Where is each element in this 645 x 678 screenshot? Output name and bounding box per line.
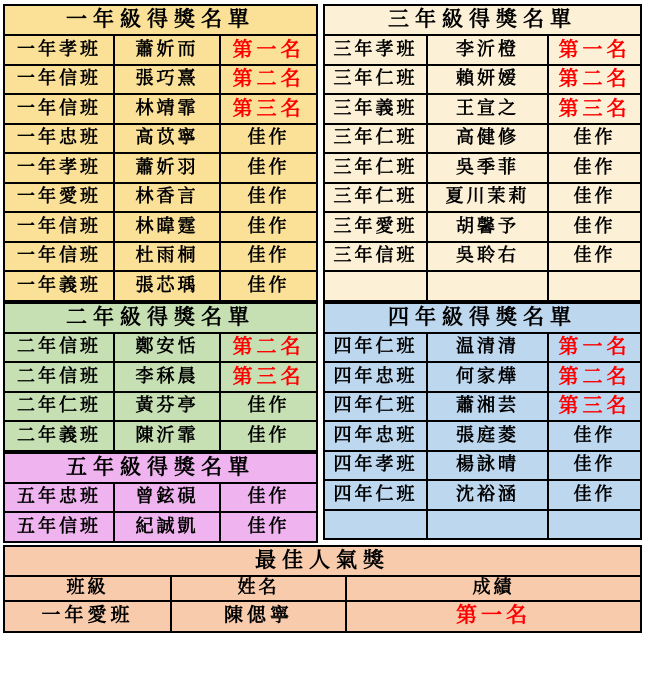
name-cell: 張芯瑀 bbox=[114, 271, 220, 301]
section-title-row bbox=[4, 5, 317, 35]
award-cell: 第三名 bbox=[220, 362, 317, 392]
header-row bbox=[4, 576, 641, 601]
award-cell: 第三名 bbox=[220, 94, 317, 124]
name-cell: 張庭菱 bbox=[427, 421, 548, 451]
name-cell: 陳沂霏 bbox=[114, 421, 220, 451]
table-row bbox=[324, 451, 641, 481]
name-cell: 張巧熹 bbox=[114, 65, 220, 95]
class-cell: 一年義班 bbox=[4, 271, 114, 301]
table-row bbox=[4, 271, 317, 301]
table-row bbox=[324, 35, 641, 65]
class-cell: 三年信班 bbox=[324, 242, 427, 272]
award-cell: 佳作 bbox=[220, 124, 317, 154]
name-cell: 林靖霏 bbox=[114, 94, 220, 124]
empty-cell bbox=[324, 510, 427, 540]
name-cell: 何家燁 bbox=[427, 362, 548, 392]
name-cell: 李秝晨 bbox=[114, 362, 220, 392]
grade5-table bbox=[3, 452, 318, 543]
award-cell: 佳作 bbox=[220, 183, 317, 213]
name-cell: 林暐霆 bbox=[114, 212, 220, 242]
class-cell: 一年孝班 bbox=[4, 153, 114, 183]
table-row bbox=[4, 512, 317, 542]
class-cell: 一年愛班 bbox=[4, 601, 171, 632]
name-cell: 沈裕涵 bbox=[427, 480, 548, 510]
class-cell: 三年仁班 bbox=[324, 153, 427, 183]
grade4-table bbox=[323, 302, 642, 541]
class-cell: 二年信班 bbox=[4, 333, 114, 363]
class-cell: 二年信班 bbox=[4, 362, 114, 392]
name-cell: 高健修 bbox=[427, 124, 548, 154]
award-cell: 第三名 bbox=[548, 392, 641, 422]
class-cell: 一年信班 bbox=[4, 94, 114, 124]
table-row bbox=[324, 65, 641, 95]
award-cell: 佳作 bbox=[220, 271, 317, 301]
award-cell: 佳作 bbox=[548, 212, 641, 242]
table-row bbox=[4, 124, 317, 154]
name-cell: 王宣之 bbox=[427, 94, 548, 124]
name-cell: 蕭湘芸 bbox=[427, 392, 548, 422]
table-row bbox=[324, 183, 641, 213]
result-header: 成績 bbox=[346, 576, 641, 601]
table-row bbox=[324, 480, 641, 510]
section-title-row bbox=[4, 453, 317, 483]
award-cell: 第一名 bbox=[346, 601, 641, 632]
name-cell: 鄭安恬 bbox=[114, 333, 220, 363]
award-cell: 第一名 bbox=[548, 333, 641, 363]
name-cell: 温清清 bbox=[427, 333, 548, 363]
table-row bbox=[4, 242, 317, 272]
award-cell: 第二名 bbox=[220, 65, 317, 95]
table-row bbox=[4, 153, 317, 183]
section-title: 三年級得獎名單 bbox=[324, 5, 641, 35]
award-cell: 第二名 bbox=[220, 333, 317, 363]
class-header: 班級 bbox=[4, 576, 171, 601]
name-cell: 楊詠晴 bbox=[427, 451, 548, 481]
name-cell: 杜雨桐 bbox=[114, 242, 220, 272]
popularity-table bbox=[3, 545, 642, 633]
section-title: 五年級得獎名單 bbox=[4, 453, 317, 483]
award-cell: 佳作 bbox=[548, 421, 641, 451]
class-cell: 五年信班 bbox=[4, 512, 114, 542]
section-title-row bbox=[4, 303, 317, 333]
class-cell: 四年仁班 bbox=[324, 333, 427, 363]
section-title: 二年級得獎名單 bbox=[4, 303, 317, 333]
class-cell: 三年愛班 bbox=[324, 212, 427, 242]
name-cell: 賴妍嫒 bbox=[427, 65, 548, 95]
table-row bbox=[4, 362, 317, 392]
award-cell: 佳作 bbox=[548, 451, 641, 481]
award-cell: 佳作 bbox=[220, 212, 317, 242]
class-cell: 四年仁班 bbox=[324, 480, 427, 510]
table-row bbox=[4, 333, 317, 363]
award-cell: 第二名 bbox=[548, 362, 641, 392]
class-cell: 三年仁班 bbox=[324, 65, 427, 95]
grade3-table bbox=[323, 4, 642, 302]
table-row-empty bbox=[324, 510, 641, 540]
section-title-row bbox=[4, 546, 641, 576]
grade1-table bbox=[3, 4, 318, 302]
left-column bbox=[3, 4, 318, 543]
award-cell: 第二名 bbox=[548, 65, 641, 95]
table-row bbox=[324, 153, 641, 183]
class-cell: 四年忠班 bbox=[324, 421, 427, 451]
table-row bbox=[4, 183, 317, 213]
name-cell: 吳季菲 bbox=[427, 153, 548, 183]
table-row bbox=[4, 421, 317, 451]
section-title: 四年級得獎名單 bbox=[324, 303, 641, 333]
empty-cell bbox=[548, 271, 641, 301]
table-row bbox=[4, 483, 317, 513]
table-row bbox=[4, 392, 317, 422]
empty-cell bbox=[324, 271, 427, 301]
name-cell: 蕭妡而 bbox=[114, 35, 220, 65]
class-cell: 三年仁班 bbox=[324, 124, 427, 154]
class-cell: 四年孝班 bbox=[324, 451, 427, 481]
class-cell: 一年忠班 bbox=[4, 124, 114, 154]
class-cell: 一年孝班 bbox=[4, 35, 114, 65]
name-cell: 胡馨予 bbox=[427, 212, 548, 242]
empty-cell bbox=[548, 510, 641, 540]
award-cell: 佳作 bbox=[220, 512, 317, 542]
class-cell: 二年仁班 bbox=[4, 392, 114, 422]
name-cell: 黃芬亭 bbox=[114, 392, 220, 422]
award-cell: 佳作 bbox=[220, 392, 317, 422]
award-cell: 佳作 bbox=[220, 483, 317, 513]
award-cell: 佳作 bbox=[220, 153, 317, 183]
name-header: 姓名 bbox=[171, 576, 346, 601]
name-cell: 吳聆右 bbox=[427, 242, 548, 272]
class-cell: 一年愛班 bbox=[4, 183, 114, 213]
section-title: 最佳人氣獎 bbox=[4, 546, 641, 576]
name-cell: 李沂橙 bbox=[427, 35, 548, 65]
award-cell: 第一名 bbox=[220, 35, 317, 65]
class-cell: 三年義班 bbox=[324, 94, 427, 124]
class-cell: 三年孝班 bbox=[324, 35, 427, 65]
award-cell: 佳作 bbox=[548, 124, 641, 154]
table-row bbox=[324, 94, 641, 124]
table-row bbox=[4, 601, 641, 632]
award-cell: 佳作 bbox=[220, 421, 317, 451]
table-row bbox=[324, 212, 641, 242]
name-cell: 紀誠凱 bbox=[114, 512, 220, 542]
name-cell: 夏川茉莉 bbox=[427, 183, 548, 213]
name-cell: 陳偲寧 bbox=[171, 601, 346, 632]
award-cell: 佳作 bbox=[220, 242, 317, 272]
table-row bbox=[4, 212, 317, 242]
table-row bbox=[324, 421, 641, 451]
class-cell: 一年信班 bbox=[4, 212, 114, 242]
table-columns bbox=[3, 4, 642, 543]
award-cell: 佳作 bbox=[548, 242, 641, 272]
award-cell: 第三名 bbox=[548, 94, 641, 124]
name-cell: 曾鉉硯 bbox=[114, 483, 220, 513]
right-column bbox=[323, 4, 642, 543]
award-cell: 佳作 bbox=[548, 153, 641, 183]
section-title: 一年級得獎名單 bbox=[4, 5, 317, 35]
table-row bbox=[324, 362, 641, 392]
class-cell: 三年仁班 bbox=[324, 183, 427, 213]
table-row bbox=[324, 333, 641, 363]
section-title-row bbox=[324, 303, 641, 333]
class-cell: 一年信班 bbox=[4, 65, 114, 95]
table-row bbox=[4, 65, 317, 95]
grade2-table bbox=[3, 302, 318, 452]
class-cell: 五年忠班 bbox=[4, 483, 114, 513]
award-cell: 佳作 bbox=[548, 183, 641, 213]
class-cell: 二年義班 bbox=[4, 421, 114, 451]
section-title-row bbox=[324, 5, 641, 35]
class-cell: 一年信班 bbox=[4, 242, 114, 272]
empty-cell bbox=[427, 510, 548, 540]
table-row bbox=[4, 94, 317, 124]
table-row-empty bbox=[324, 271, 641, 301]
award-cell: 第一名 bbox=[548, 35, 641, 65]
empty-cell bbox=[427, 271, 548, 301]
award-cell: 佳作 bbox=[548, 480, 641, 510]
name-cell: 高苡寧 bbox=[114, 124, 220, 154]
table-row bbox=[324, 242, 641, 272]
class-cell: 四年仁班 bbox=[324, 392, 427, 422]
table-row bbox=[4, 35, 317, 65]
class-cell: 四年忠班 bbox=[324, 362, 427, 392]
table-row bbox=[324, 392, 641, 422]
table-row bbox=[324, 124, 641, 154]
name-cell: 林香言 bbox=[114, 183, 220, 213]
name-cell: 蕭妡羽 bbox=[114, 153, 220, 183]
